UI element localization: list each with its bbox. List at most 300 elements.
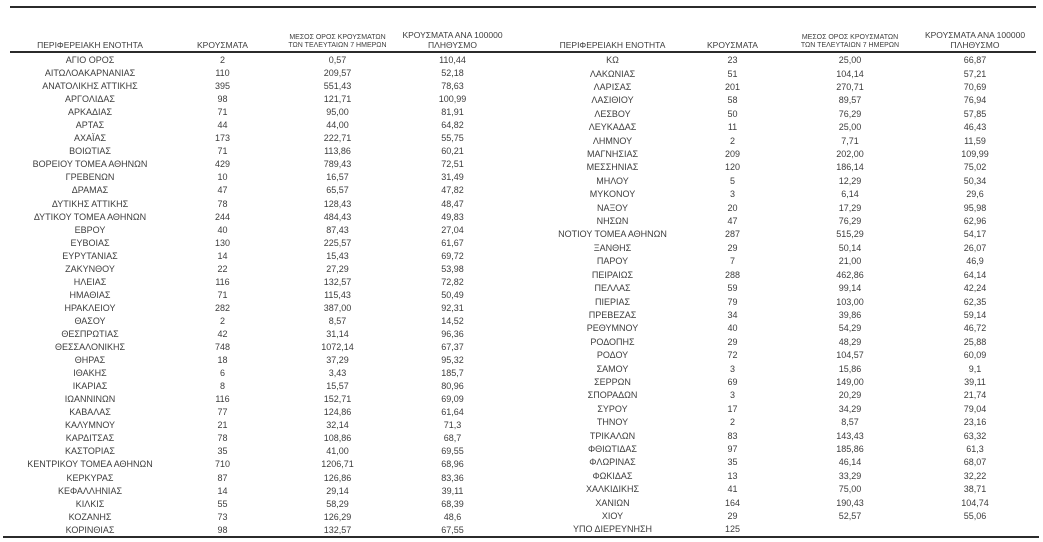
table-row <box>545 403 1035 416</box>
cases-cell: 201 <box>724 82 741 93</box>
table-row <box>545 483 1035 496</box>
table-row <box>10 472 505 485</box>
per100k-cell: 23,16 <box>963 417 987 428</box>
region-name-cell: ΡΟΔΟΠΗΣ <box>590 336 635 347</box>
avg7days-cell: 132,57 <box>323 276 352 287</box>
region-name-cell: ΜΗΛΟΥ <box>596 175 629 186</box>
per100k-cell: 78,63 <box>441 81 464 92</box>
region-name-cell: ΔΥΤΙΚΗΣ ΑΤΤΙΚΗΣ <box>51 198 129 209</box>
cases-cell: 35 <box>217 446 228 457</box>
avg7days-cell: 15,86 <box>838 363 862 374</box>
per100k-cell: 109,99 <box>961 149 989 160</box>
column-header-per100k <box>400 20 505 54</box>
table-row <box>10 524 505 537</box>
per100k-cell: 42,24 <box>963 283 987 294</box>
table-row <box>545 496 1035 509</box>
column-header-cases: ΚΡΟΥΣΜΑΤΑ <box>707 40 758 51</box>
table-row <box>545 362 1035 375</box>
table-body-right <box>545 54 1035 537</box>
cases-cell: 14 <box>217 250 228 261</box>
avg7days-cell: 1206,71 <box>321 459 354 470</box>
per100k-cell: 46,9 <box>966 256 984 267</box>
table-row <box>10 289 505 302</box>
per100k-cell: 64,14 <box>963 269 987 280</box>
regional-cases-table-left <box>10 20 505 537</box>
cases-cell: 55 <box>217 498 228 509</box>
region-name-cell: ΡΟΔΟΥ <box>596 350 629 361</box>
per100k-cell: 68,39 <box>441 498 464 509</box>
per100k-cell: 92,31 <box>441 302 464 313</box>
per100k-cell: 81,91 <box>441 107 464 118</box>
table-row <box>545 54 1035 67</box>
table-row <box>545 456 1035 469</box>
per100k-cell: 69,09 <box>441 394 464 405</box>
table-row <box>545 81 1035 94</box>
avg7days-cell: 3,43 <box>328 368 347 379</box>
table-row <box>10 171 505 184</box>
per100k-cell: 68,07 <box>963 457 987 468</box>
cases-cell: 164 <box>724 497 741 508</box>
avg7days-cell: 33,29 <box>838 470 862 481</box>
table-row <box>10 485 505 498</box>
column-header-avg7days <box>785 20 915 54</box>
avg7days-cell: 185,86 <box>836 443 864 454</box>
avg7days-cell: 95,00 <box>326 107 349 118</box>
avg7days-cell: 75,00 <box>838 484 862 495</box>
column-header-avg7days-line2: ΤΩΝ ΤΕΛΕΥΤΑΙΩΝ 7 ΗΜΕΡΩΝ <box>800 42 900 50</box>
table-row <box>545 510 1035 523</box>
region-name-cell: ΛΑΣΙΘΙΟΥ <box>591 95 634 106</box>
region-name-cell: ΠΕΛΛΑΣ <box>594 283 631 294</box>
region-name-cell: ΑΡΤΑΣ <box>75 120 105 131</box>
region-name-cell: ΠΑΡΟΥ <box>596 256 629 267</box>
regional-cases-table-right <box>545 20 1035 537</box>
region-name-cell: ΛΑΚΩΝΙΑΣ <box>589 68 636 79</box>
region-name-cell: ΞΑΝΘΗΣ <box>593 242 632 253</box>
region-name-cell: ΛΕΥΚΑΔΑΣ <box>588 122 637 133</box>
table-row <box>10 237 505 250</box>
table-row <box>545 67 1035 80</box>
cases-cell: 22 <box>217 263 228 274</box>
cases-cell: 2 <box>219 55 225 66</box>
avg7days-cell: 21,00 <box>838 256 862 267</box>
avg7days-cell: 186,14 <box>836 162 864 173</box>
table-row <box>545 215 1035 228</box>
table-row <box>10 184 505 197</box>
per100k-cell: 61,3 <box>966 443 984 454</box>
table-row <box>10 158 505 171</box>
per100k-cell: 83,36 <box>441 472 464 483</box>
per100k-cell: 79,04 <box>963 403 987 414</box>
avg7days-cell: 1072,14 <box>321 342 354 353</box>
table-row <box>10 445 505 458</box>
per100k-cell: 55,75 <box>441 133 464 144</box>
avg7days-cell: 41,00 <box>326 446 349 457</box>
cases-cell: 72 <box>727 350 738 361</box>
avg7days-cell: 29,14 <box>326 485 349 496</box>
table-row <box>10 393 505 406</box>
cases-cell: 29 <box>727 336 738 347</box>
table-row <box>10 145 505 158</box>
cases-cell: 79 <box>727 296 738 307</box>
per100k-cell: 104,74 <box>961 497 989 508</box>
cases-cell: 748 <box>214 342 231 353</box>
per100k-cell: 9,1 <box>968 363 982 374</box>
region-name-cell: ΘΕΣΣΑΛΟΝΙΚΗΣ <box>54 342 126 353</box>
region-name-cell: ΘΕΣΠΡΩΤΙΑΣ <box>61 329 119 339</box>
region-name-cell: ΣΠΟΡΑΔΩΝ <box>587 390 638 401</box>
cases-cell: 288 <box>724 269 741 280</box>
per100k-cell: 62,35 <box>963 296 987 307</box>
per100k-cell: 46,43 <box>963 122 987 133</box>
avg7days-cell: 103,00 <box>836 296 864 307</box>
region-name-cell: ΗΜΑΘΙΑΣ <box>69 289 111 300</box>
region-name-cell: ΕΥΒΟΙΑΣ <box>70 237 110 248</box>
avg7days-cell: 104,14 <box>836 68 864 79</box>
cases-cell: 59 <box>727 283 738 294</box>
region-name-cell: ΗΡΑΚΛΕΙΟΥ <box>64 302 116 313</box>
avg7days-cell: 126,86 <box>323 472 352 483</box>
per100k-cell: 39,11 <box>964 376 986 387</box>
table-row <box>10 276 505 289</box>
cases-cell: 5 <box>729 175 735 186</box>
avg7days-cell: 222,71 <box>323 133 352 144</box>
cases-cell: 18 <box>217 355 228 366</box>
cases-cell: 11 <box>727 122 738 133</box>
region-name-cell: ΦΛΩΡΙΝΑΣ <box>589 457 636 468</box>
per100k-cell: 57,85 <box>963 108 987 119</box>
avg7days-cell: 6,14 <box>841 189 859 200</box>
avg7days-cell: 126,29 <box>323 511 352 522</box>
per100k-cell: 59,14 <box>963 309 987 320</box>
cases-cell: 47 <box>727 216 738 227</box>
region-name-cell: ΧΙΟΥ <box>601 511 624 522</box>
table-row <box>10 380 505 393</box>
region-name-cell: ΣΥΡΟΥ <box>597 403 628 414</box>
avg7days-cell: 190,43 <box>836 497 864 508</box>
avg7days-cell: 76,29 <box>838 216 862 227</box>
region-name-cell: ΝΗΣΩΝ <box>596 216 629 227</box>
per100k-cell: 47,82 <box>441 185 464 196</box>
table-row <box>545 134 1035 147</box>
cases-cell: 2 <box>219 315 225 326</box>
cases-cell: 42 <box>217 329 228 339</box>
cases-cell: 429 <box>214 159 231 170</box>
per100k-cell: 29,6 <box>966 189 984 200</box>
cases-cell: 98 <box>217 524 228 535</box>
avg7days-cell: 87,43 <box>326 224 349 235</box>
cases-cell: 130 <box>214 237 231 248</box>
cases-cell: 209 <box>724 149 741 160</box>
table-row <box>545 322 1035 335</box>
avg7days-cell: 46,14 <box>838 457 862 468</box>
per100k-cell: 21,74 <box>963 390 987 401</box>
region-name-cell: ΚΟΖΑΝΗΣ <box>68 511 112 522</box>
per100k-cell: 95,32 <box>441 355 464 366</box>
avg7days-cell: 44,00 <box>326 120 349 131</box>
region-name-cell: ΦΩΚΙΔΑΣ <box>592 470 633 481</box>
per100k-cell: 26,07 <box>963 242 987 253</box>
region-name-cell: ΚΑΒΑΛΑΣ <box>69 407 111 418</box>
region-name-cell: ΡΕΘΥΜΝΟΥ <box>586 323 639 334</box>
cases-cell: 41 <box>727 484 738 495</box>
per100k-cell: 31,49 <box>441 172 464 183</box>
cases-cell: 78 <box>217 198 228 209</box>
table-row <box>10 341 505 354</box>
region-name-cell: ΜΥΚΟΝΟΥ <box>589 189 636 200</box>
avg7days-cell: 462,86 <box>836 269 864 280</box>
per100k-cell: 80,96 <box>441 381 464 392</box>
cases-cell: 17 <box>727 403 738 414</box>
per100k-cell: 61,64 <box>441 407 464 418</box>
table-body-left <box>10 54 505 537</box>
table-row <box>10 354 505 367</box>
table-row <box>545 108 1035 121</box>
column-header-avg7days-line1: ΜΕΣΟΣ ΟΡΟΣ ΚΡΟΥΣΜΑΤΩΝ <box>289 33 386 41</box>
per100k-cell: 46,72 <box>963 323 987 334</box>
region-name-cell: ΕΒΡΟΥ <box>74 224 106 235</box>
region-name-cell: ΤΡΙΚΑΛΩΝ <box>589 430 636 441</box>
table-row <box>10 198 505 211</box>
cases-cell: 282 <box>214 302 231 313</box>
column-header-per100k-line1: ΚΡΟΥΣΜΑΤΑ ΑΝΑ 100000 <box>402 29 503 40</box>
avg7days-cell: 387,00 <box>323 302 352 313</box>
table-row <box>545 443 1035 456</box>
cases-cell: 21 <box>217 420 228 431</box>
region-name-cell: ΚΑΛΥΜΝΟΥ <box>64 420 116 431</box>
per100k-cell: 67,55 <box>441 524 464 535</box>
avg7days-cell: 152,71 <box>323 394 352 405</box>
cases-cell: 29 <box>727 242 738 253</box>
per100k-cell: 57,21 <box>963 68 987 79</box>
per100k-cell: 27,04 <box>441 224 464 235</box>
per100k-cell: 39,11 <box>441 485 464 496</box>
cases-cell: 3 <box>729 363 735 374</box>
region-name-cell: ΘΑΣΟΥ <box>74 315 106 326</box>
table-row <box>545 175 1035 188</box>
per100k-cell: 38,71 <box>963 484 987 495</box>
per100k-cell: 96,36 <box>441 329 464 339</box>
table-row <box>545 242 1035 255</box>
per100k-cell: 62,96 <box>963 216 987 227</box>
table-row <box>10 80 505 93</box>
per100k-cell: 63,32 <box>963 430 987 441</box>
per100k-cell: 110,44 <box>439 55 466 66</box>
table-row <box>545 148 1035 161</box>
avg7days-cell: 143,43 <box>836 430 864 441</box>
cases-cell: 29 <box>727 511 738 522</box>
cases-cell: 23 <box>727 55 738 66</box>
cases-cell: 97 <box>727 443 738 454</box>
avg7days-cell: 113,86 <box>324 146 351 157</box>
region-name-cell: ΗΛΕΙΑΣ <box>73 276 107 287</box>
per100k-cell: 75,02 <box>963 162 987 173</box>
region-name-cell: ΣΕΡΡΩΝ <box>594 376 631 387</box>
avg7days-cell: 25,00 <box>838 122 862 133</box>
per100k-cell: 76,94 <box>963 95 987 106</box>
cases-cell: 40 <box>727 323 738 334</box>
region-name-cell: ΣΑΜΟΥ <box>596 363 629 374</box>
column-header-per100k <box>915 20 1035 54</box>
column-header-avg7days <box>275 20 400 54</box>
column-header-cases: ΚΡΟΥΣΜΑΤΑ <box>197 40 248 51</box>
header-row <box>545 20 1035 54</box>
region-name-cell: ΚΟΡΙΝΘΙΑΣ <box>65 524 115 535</box>
column-header-per100k-line2: ΠΛΗΘΥΣΜΟ <box>428 40 477 51</box>
table-row <box>545 255 1035 268</box>
region-name-cell: ΜΕΣΣΗΝΙΑΣ <box>586 162 639 173</box>
region-name-cell: ΝΟΤΙΟΥ ΤΟΜΕΑ ΑΘΗΝΩΝ <box>558 229 667 240</box>
region-name-cell: ΑΧΑΪΑΣ <box>73 133 107 144</box>
per100k-cell: 60,09 <box>963 350 987 361</box>
avg7days-cell: 124,86 <box>323 407 352 418</box>
header-row <box>10 20 505 54</box>
table-row <box>10 132 505 145</box>
avg7days-cell: 37,29 <box>326 355 349 366</box>
per100k-cell: 25,88 <box>963 336 987 347</box>
region-name-cell: ΙΘΑΚΗΣ <box>73 368 107 379</box>
cases-cell: 395 <box>214 81 231 92</box>
table-row <box>545 282 1035 295</box>
table-row <box>545 94 1035 107</box>
table-row <box>10 432 505 445</box>
table-row <box>545 336 1035 349</box>
cases-cell: 87 <box>217 472 228 483</box>
per100k-cell: 68,96 <box>441 459 464 470</box>
avg7days-cell: 484,43 <box>323 211 352 222</box>
table-row <box>545 470 1035 483</box>
avg7days-cell: 0,57 <box>328 55 347 66</box>
cases-cell: 116 <box>215 394 230 405</box>
avg7days-cell: 76,29 <box>838 108 862 119</box>
cases-cell: 6 <box>219 368 225 379</box>
tables-container <box>10 20 1035 537</box>
per100k-cell: 66,87 <box>963 55 987 66</box>
region-name-cell: ΑΝΑΤΟΛΙΚΗΣ ΑΤΤΙΚΗΣ <box>42 81 138 92</box>
region-name-cell: ΧΑΝΙΩΝ <box>595 497 630 508</box>
avg7days-cell: 225,57 <box>323 237 352 248</box>
table-row <box>545 416 1035 429</box>
avg7days-cell: 108,86 <box>323 433 352 444</box>
per100k-cell: 69,72 <box>441 250 464 261</box>
region-name-cell: ΜΑΓΝΗΣΙΑΣ <box>586 149 639 160</box>
avg7days-cell: 27,29 <box>326 263 349 274</box>
cases-cell: 40 <box>217 224 228 235</box>
per100k-cell: 49,83 <box>441 211 464 222</box>
cases-cell: 83 <box>727 430 738 441</box>
table-row <box>545 309 1035 322</box>
region-name-cell: ΠΡΕΒΕΖΑΣ <box>588 309 637 320</box>
cases-cell: 3 <box>729 390 735 401</box>
table-row <box>10 302 505 315</box>
avg7days-cell: 789,43 <box>323 159 352 170</box>
avg7days-cell: 104,57 <box>836 350 864 361</box>
cases-cell: 710 <box>214 459 231 470</box>
region-name-cell: ΓΡΕΒΕΝΩΝ <box>65 172 115 183</box>
table-row <box>545 269 1035 282</box>
cases-cell: 34 <box>727 309 738 320</box>
region-name-cell: ΙΩΑΝΝΙΝΩΝ <box>64 394 116 405</box>
per100k-cell: 70,69 <box>963 82 987 93</box>
avg7days-cell: 65,57 <box>326 185 349 196</box>
per100k-cell: 48,47 <box>441 198 464 209</box>
per100k-cell: 95,98 <box>963 202 987 213</box>
per100k-cell: 61,67 <box>441 237 464 248</box>
avg7days-cell: 121,71 <box>323 94 352 105</box>
avg7days-cell: 8,57 <box>328 315 347 326</box>
avg7days-cell: 20,29 <box>838 390 862 401</box>
cases-cell: 69 <box>727 376 738 387</box>
per100k-cell: 71,3 <box>443 420 462 431</box>
region-name-cell: ΚΕΦΑΛΛΗΝΙΑΣ <box>57 485 123 496</box>
region-name-cell: ΑΓΙΟ ΟΡΟΣ <box>65 55 115 66</box>
table-row <box>10 224 505 237</box>
table-row <box>545 201 1035 214</box>
cases-cell: 71 <box>217 289 228 300</box>
region-name-cell: ΑΙΤΩΛΟΑΚΑΡΝΑΝΙΑΣ <box>44 68 136 79</box>
column-header-region: ΠΕΡΙΦΕΡΕΙΑΚΗ ΕΝΟΤΗΤΑ <box>559 40 666 51</box>
avg7days-cell: 12,29 <box>838 175 862 186</box>
avg7days-cell: 202,00 <box>836 149 864 160</box>
avg7days-cell: 132,57 <box>323 524 352 535</box>
table-row <box>10 367 505 380</box>
avg7days-cell: 15,43 <box>326 250 349 261</box>
cases-cell: 110 <box>215 68 230 79</box>
table-row <box>10 119 505 132</box>
avg7days-cell: 128,43 <box>323 198 352 209</box>
cases-cell: 20 <box>727 202 738 213</box>
region-name-cell: ΑΡΚΑΔΙΑΣ <box>67 107 113 118</box>
cases-cell: 125 <box>724 524 741 535</box>
region-name-cell: ΚΩ <box>606 55 619 66</box>
region-name-cell: ΕΥΡΥΤΑΝΙΑΣ <box>62 250 118 261</box>
per100k-cell: 52,18 <box>441 68 464 79</box>
table-row <box>545 161 1035 174</box>
region-name-cell: ΦΘΙΩΤΙΔΑΣ <box>588 443 637 454</box>
cases-cell: 73 <box>217 511 228 522</box>
region-name-cell: ΚΑΣΤΟΡΙΑΣ <box>65 446 115 457</box>
region-name-cell: ΙΚΑΡΙΑΣ <box>72 381 108 392</box>
cases-cell: 77 <box>217 407 228 418</box>
avg7days-cell: 15,57 <box>326 381 349 392</box>
avg7days-cell: 34,29 <box>838 403 862 414</box>
table-row <box>545 349 1035 362</box>
top-rule <box>10 6 1036 8</box>
column-header-per100k-line2: ΠΛΗΘΥΣΜΟ <box>950 40 1000 51</box>
cases-cell: 50 <box>727 108 738 119</box>
region-name-cell: ΝΑΞΟΥ <box>596 202 629 213</box>
region-name-cell: ΔΡΑΜΑΣ <box>71 185 109 196</box>
cases-cell: 10 <box>217 172 228 183</box>
cases-cell: 7 <box>729 256 735 267</box>
cases-cell: 71 <box>217 107 228 118</box>
table-row <box>10 511 505 524</box>
cases-cell: 35 <box>727 457 738 468</box>
cases-cell: 98 <box>217 94 228 105</box>
cases-cell: 78 <box>217 433 228 444</box>
per100k-cell: 69,55 <box>441 446 464 457</box>
table-row <box>545 429 1035 442</box>
table-row <box>10 93 505 106</box>
table-row <box>10 328 505 341</box>
table-row <box>10 250 505 263</box>
cases-cell: 2 <box>729 135 735 146</box>
per100k-cell: 53,98 <box>441 263 464 274</box>
column-header-per100k-line1: ΚΡΟΥΣΜΑΤΑ ΑΝΑ 100000 <box>924 29 1026 40</box>
region-name-cell: ΘΗΡΑΣ <box>74 355 106 366</box>
avg7days-cell: 39,86 <box>838 309 862 320</box>
table-row <box>545 389 1035 402</box>
